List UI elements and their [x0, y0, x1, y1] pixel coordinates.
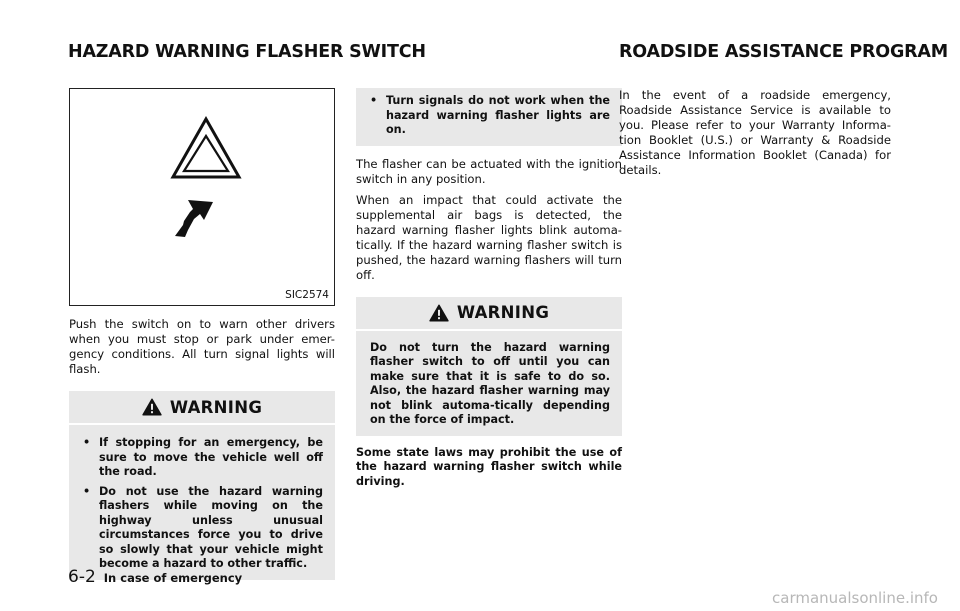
section-title-roadside: ROADSIDE ASSISTANCE PROGRAM — [619, 42, 948, 62]
bullet-icon: • — [370, 94, 378, 107]
warning-label: WARNING — [456, 303, 550, 322]
list-item — [83, 436, 323, 480]
list-item — [370, 94, 610, 138]
bullet-icon: • — [83, 436, 91, 449]
warning-header — [356, 297, 622, 331]
paragraph: The flasher can be actuated with the ignition switch in any position. — [356, 156, 622, 186]
column-left — [69, 88, 335, 580]
warning-text: Do not turn the hazard warning flasher switch to off until you can make sure that it is safe to do so. Also, the hazard flasher warning may not blink automa-tically depending on the force of impact. — [370, 340, 610, 426]
warning-bullet-text: Turn signals do not work when the hazard warning flasher lights are on. — [386, 94, 610, 136]
figure-label: SIC2574 — [285, 289, 329, 301]
intro-paragraph: Push the switch on to warn other drivers when you must stop or park under emer-gency conditions. All turn signal lights will flash. — [69, 317, 335, 376]
warning-box-top — [356, 88, 622, 146]
column-right — [619, 88, 891, 178]
section-title-hazard: HAZARD WARNING FLASHER SWITCH — [68, 42, 426, 62]
column-middle — [356, 88, 622, 489]
warning-box-left — [69, 391, 335, 580]
hazard-switch-illustration — [70, 89, 334, 305]
state-law-note: Some state laws may prohibit the use of the hazard warning flasher switch while driving. — [356, 445, 622, 488]
chapter-label: In case of emergency — [103, 571, 243, 585]
watermark: carmanualsonline.info — [772, 589, 938, 607]
warning-header — [69, 391, 335, 425]
list-item — [83, 485, 323, 572]
bullet-icon: • — [83, 484, 91, 498]
roadside-paragraph: In the event of a roadside emergency, Roadside Assistance Service is available to you. Please refer to your Warranty Informa-tion Booklet (U.S.) or Warranty & Roadside Assistance Information Booklet (Canada) for details. — [619, 88, 891, 177]
warning-bullet-text: Do not use the hazard warning flashers while moving on the highway unless unusual circumstances force you to drive so slowly that your vehicle might become a hazard to other traffic. — [99, 484, 323, 570]
paragraph: When an impact that could activate the supplemental air bags is detected, the hazard warning flasher lights blink automa-tically. If the hazard warning flasher switch is pushed, the hazard warning flashers will turn off. — [356, 192, 622, 282]
figure-hazard-switch — [69, 88, 335, 306]
warning-label: WARNING — [169, 397, 263, 417]
page-footer — [68, 567, 242, 587]
warning-icon — [429, 304, 449, 322]
warning-bullet-text: If stopping for an emergency, be sure to move the vehicle well off the road. — [99, 436, 323, 478]
page-number: 6-2 — [68, 567, 96, 587]
warning-box-middle — [356, 297, 622, 436]
warning-icon — [142, 398, 162, 416]
